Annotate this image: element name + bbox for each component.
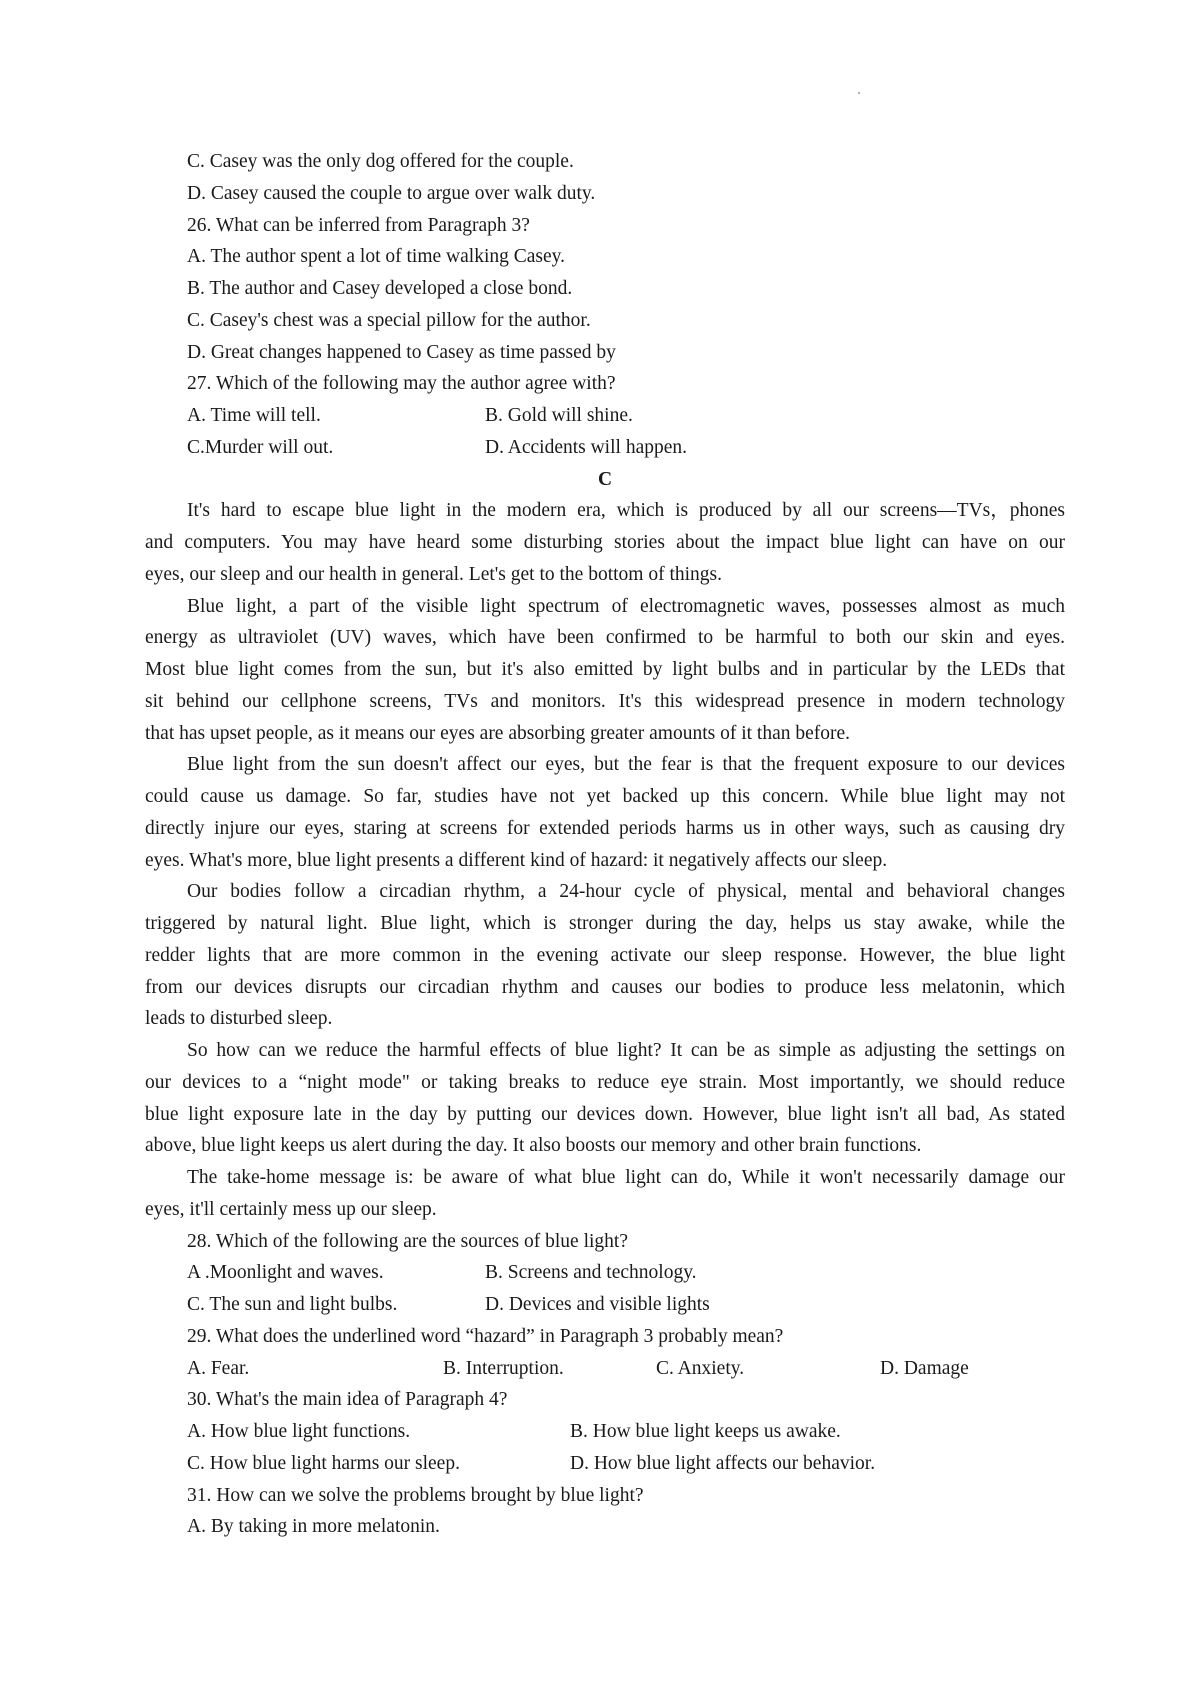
page-content xyxy=(145,146,1065,1543)
paragraph-line: energy as ultraviolet (UV) waves, which have been confirmed to be harmful to both our skin and eyes. xyxy=(145,627,1065,649)
paragraph-line: leads to disturbed sleep. xyxy=(145,1008,333,1030)
paragraph-line: Blue light, a part of the visible light spectrum of electromagnetic waves, possesses almost as much xyxy=(187,595,1065,617)
passage-paragraph-3 xyxy=(145,749,1065,876)
q28-option-c: C. The sun and light bulbs. xyxy=(187,1294,398,1315)
q30-option-a: A. How blue light functions. xyxy=(187,1421,411,1442)
paragraph-line: directly injure our eyes, staring at screens for extended periods harms us in other ways, such as causing dry xyxy=(145,817,1065,839)
q27-option-d: D. Accidents will happen. xyxy=(485,436,687,458)
paragraph-line: eyes, it'll certainly mess up our sleep. xyxy=(145,1198,437,1220)
q30-stem: 30. What's the main idea of Paragraph 4? xyxy=(187,1389,508,1411)
paragraph-line: above, blue light keeps us alert during the day. It also boosts our memory and other brain functions. xyxy=(145,1135,922,1157)
q25-option-c: C. Casey was the only dog offered for the couple. xyxy=(187,151,574,172)
q29-option-b: B. Interruption. xyxy=(443,1357,564,1379)
q26-option-a: A. The author spent a lot of time walking Casey. xyxy=(187,246,566,268)
paragraph-line: sit behind our cellphone screens, TVs and monitors. It's this widespread presence in modern technology xyxy=(145,690,1065,712)
paragraph-line: Blue light from the sun doesn't affect our eyes, but the fear is that the frequent exposure to our devices xyxy=(187,754,1065,776)
paragraph-line: It's hard to escape blue light in the modern era, which is produced by all our screens—TVs，phones xyxy=(187,500,1065,522)
q29-option-c: C. Anxiety. xyxy=(656,1357,745,1379)
paragraph-line: and computers. You may have heard some disturbing stories about the impact blue light can have on our xyxy=(145,532,1065,553)
q27-stem: 27. Which of the following may the author agree with? xyxy=(187,373,616,395)
q28-option-a: A .Moonlight and waves. xyxy=(187,1262,384,1284)
q27-options-row-2 xyxy=(145,432,1065,464)
q28-option-d: D. Devices and visible lights xyxy=(485,1294,710,1315)
q25-option-d: D. Casey caused the couple to argue over walk duty. xyxy=(187,182,596,204)
q31-stem: 31. How can we solve the problems brought by blue light? xyxy=(187,1484,644,1506)
page-mark-dot xyxy=(858,92,860,94)
paragraph-line: blue light exposure late in the day by putting our devices down. However, blue light isn't all bad, As stated xyxy=(145,1103,1065,1125)
paragraph-line: So how can we reduce the harmful effects of blue light? It can be as simple as adjusting the settings on xyxy=(187,1040,1065,1061)
q27-options-row-1 xyxy=(145,400,1065,432)
paragraph-line: The take-home message is: be aware of what blue light can do, While it won't necessarily damage our xyxy=(187,1167,1065,1188)
passage-paragraph-6 xyxy=(145,1162,1065,1226)
paragraph-line: Most blue light comes from the sun, but it's also emitted by light bulbs and in particular by the LEDs that xyxy=(145,659,1065,680)
paragraph-line: could cause us damage. So far, studies have not yet backed up this concern. While blue light may not xyxy=(145,786,1065,807)
q28-stem: 28. Which of the following are the sources of blue light? xyxy=(187,1230,628,1252)
paragraph-line: that has upset people, as it means our eyes are absorbing greater amounts of it than before. xyxy=(145,722,851,744)
q30-option-c: C. How blue light harms our sleep. xyxy=(187,1452,460,1474)
paragraph-line: triggered by natural light. Blue light, which is stronger during the day, helps us stay awake, while the xyxy=(145,913,1065,934)
section-heading: C xyxy=(597,468,613,490)
q29-stem: 29. What does the underlined word “hazard” in Paragraph 3 probably mean? xyxy=(187,1325,784,1347)
q26-option-c: C. Casey's chest was a special pillow for the author. xyxy=(187,309,591,331)
q26-option-d: D. Great changes happened to Casey as time passed by xyxy=(187,341,616,363)
q30-options-row-1 xyxy=(145,1416,1065,1448)
passage-paragraph-1 xyxy=(145,495,1065,590)
paragraph-line: eyes, our sleep and our health in general. Let's get to the bottom of things. xyxy=(145,563,722,585)
q29-option-a: A. Fear. xyxy=(187,1357,250,1379)
q26-option-b: B. The author and Casey developed a close bond. xyxy=(187,278,573,299)
q27-option-a: A. Time will tell. xyxy=(187,405,321,426)
passage-paragraph-4 xyxy=(145,876,1065,1035)
paragraph-line: our devices to a “night mode" or taking breaks to reduce eye strain. Most importantly, we should reduce xyxy=(145,1071,1065,1093)
q30-option-b: B. How blue light keeps us awake. xyxy=(570,1421,841,1442)
paragraph-line: eyes. What's more, blue light presents a different kind of hazard: it negatively affects our sleep. xyxy=(145,849,888,871)
q28-options-row-1 xyxy=(145,1257,1065,1289)
q29-options-row xyxy=(145,1353,1065,1385)
passage xyxy=(145,495,1065,1225)
passage-paragraph-5 xyxy=(145,1035,1065,1162)
paragraph-line: redder lights that are more common in the evening activate our sleep response. However, the blue light xyxy=(145,944,1065,966)
q28-options-row-2 xyxy=(145,1289,1065,1321)
q26-stem: 26. What can be inferred from Paragraph 3? xyxy=(187,214,530,236)
q27-option-c: C.Murder will out. xyxy=(187,436,334,458)
q30-option-d: D. How blue light affects our behavior. xyxy=(570,1452,876,1474)
q27-option-b: B. Gold will shine. xyxy=(485,405,633,426)
q30-options-row-2 xyxy=(145,1448,1065,1480)
q31-option-a: A. By taking in more melatonin. xyxy=(187,1516,440,1538)
q28-option-b: B. Screens and technology. xyxy=(485,1262,697,1284)
q29-option-d: D. Damage xyxy=(880,1357,969,1379)
paragraph-line: from our devices disrupts our circadian rhythm and causes our bodies to produce less melatonin, which xyxy=(145,976,1065,998)
paragraph-line: Our bodies follow a circadian rhythm, a 24-hour cycle of physical, mental and behavioral changes xyxy=(187,881,1065,903)
passage-paragraph-2 xyxy=(145,591,1065,750)
